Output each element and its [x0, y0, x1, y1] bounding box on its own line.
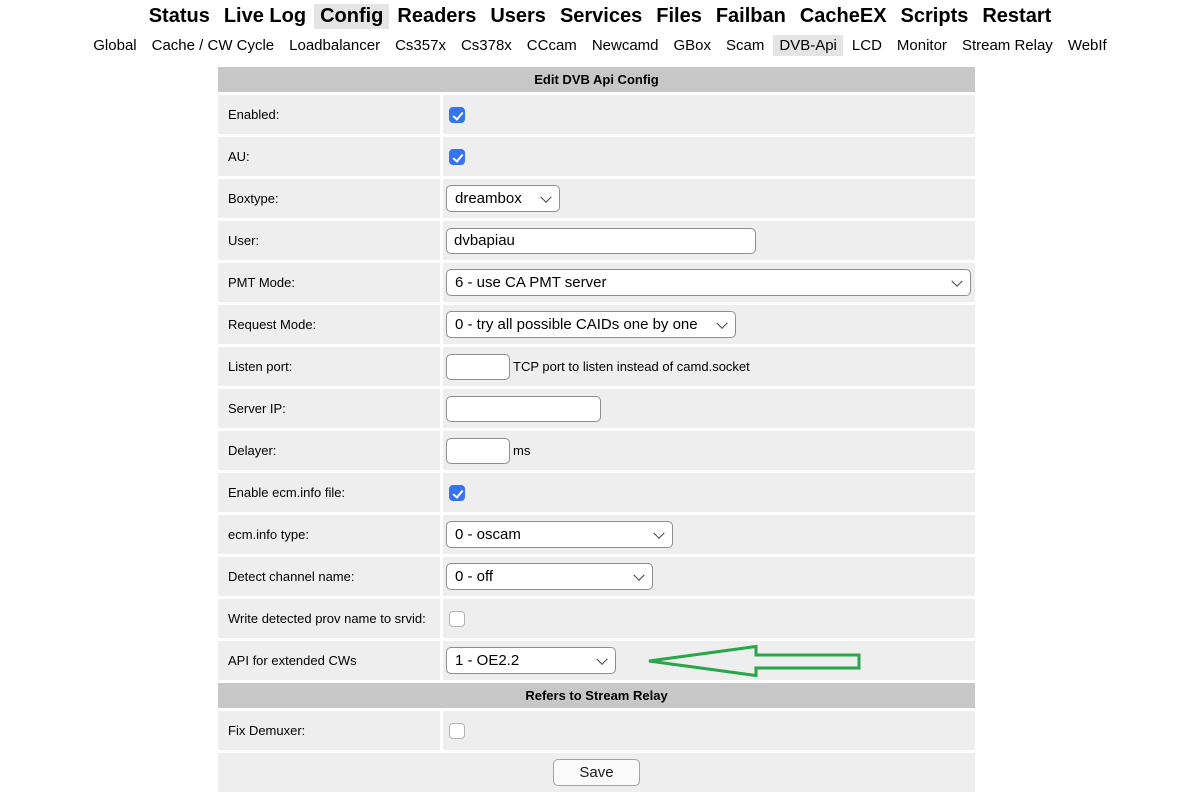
form-row	[218, 599, 975, 638]
nav-item-users[interactable]: Users	[490, 5, 546, 27]
field-cell	[443, 95, 975, 134]
field-label: Request Mode:	[218, 305, 440, 344]
field-label: Listen port:	[218, 347, 440, 386]
ecm-info-type-select[interactable]	[446, 521, 673, 548]
form-row	[218, 473, 975, 512]
subnav-item-loadbalancer[interactable]: Loadbalancer	[289, 37, 381, 54]
delayer-input[interactable]	[446, 438, 510, 464]
field-hint: ms	[513, 443, 531, 458]
field-label: Detect channel name:	[218, 557, 440, 596]
green-arrow-annotation	[645, 644, 865, 678]
field-label: Boxtype:	[218, 179, 440, 218]
field-cell	[443, 263, 975, 302]
form-row	[218, 711, 975, 750]
write-prov-name-checkbox[interactable]	[449, 611, 465, 627]
field-cell	[443, 179, 975, 218]
subnav-item-webif[interactable]: WebIf	[1067, 37, 1107, 54]
form-row	[218, 179, 975, 218]
form-row	[218, 641, 975, 680]
subnav-item-stream-relay[interactable]: Stream Relay	[961, 37, 1053, 54]
subnav-item-cache-cw-cycle[interactable]: Cache / CW Cycle	[151, 37, 275, 54]
subnav-item-monitor[interactable]: Monitor	[896, 37, 947, 54]
field-cell	[443, 137, 975, 176]
field-label: API for extended CWs	[218, 641, 440, 680]
field-label: ecm.info type:	[218, 515, 440, 554]
field-label: Enabled:	[218, 95, 440, 134]
subnav-item-cs378x[interactable]: Cs378x	[460, 37, 512, 54]
field-label: AU:	[218, 137, 440, 176]
form-title: Edit DVB Api Config	[218, 67, 975, 92]
ecm-info-file-checkbox[interactable]	[449, 485, 465, 501]
config-subnav	[0, 35, 1200, 56]
field-label: Delayer:	[218, 431, 440, 470]
field-label: Enable ecm.info file:	[218, 473, 440, 512]
subnav-item-scam[interactable]: Scam	[726, 37, 765, 54]
form-row	[218, 515, 975, 554]
detect-channel-name-select[interactable]	[446, 563, 653, 590]
field-cell	[443, 599, 975, 638]
subnav-item-newcamd[interactable]: Newcamd	[591, 37, 659, 54]
user-input[interactable]	[446, 228, 756, 254]
save-row	[218, 753, 975, 792]
api-extended-cws-select[interactable]	[446, 647, 616, 674]
field-cell	[443, 347, 975, 386]
field-cell	[443, 711, 975, 750]
pmt-mode-select[interactable]	[446, 269, 971, 296]
field-label: Fix Demuxer:	[218, 711, 440, 750]
subnav-item-gbox[interactable]: GBox	[673, 37, 712, 54]
server-ip-input[interactable]	[446, 396, 601, 422]
form-row	[218, 95, 975, 134]
save-button[interactable]: Save	[553, 759, 639, 786]
form-row	[218, 557, 975, 596]
field-cell	[443, 641, 975, 680]
form-row	[218, 221, 975, 260]
field-label: User:	[218, 221, 440, 260]
field-cell	[443, 221, 975, 260]
nav-item-services[interactable]: Services	[559, 5, 643, 27]
main-nav	[0, 0, 1200, 29]
au-checkbox[interactable]	[449, 149, 465, 165]
field-cell	[443, 389, 975, 428]
nav-item-cacheex[interactable]: CacheEX	[799, 5, 887, 27]
stream-relay-section-header: Refers to Stream Relay	[218, 683, 975, 708]
field-label: Write detected prov name to srvid:	[218, 599, 440, 638]
field-hint: TCP port to listen instead of camd.socket	[513, 359, 750, 374]
field-cell	[443, 557, 975, 596]
subnav-item-dvb-api[interactable]: DVB-Api	[773, 35, 843, 56]
subnav-item-lcd[interactable]: LCD	[851, 37, 882, 54]
nav-item-restart[interactable]: Restart	[982, 5, 1052, 27]
form-row	[218, 263, 975, 302]
nav-item-files[interactable]: Files	[656, 5, 702, 27]
nav-item-failban[interactable]: Failban	[715, 5, 786, 27]
nav-item-status[interactable]: Status	[148, 5, 210, 27]
nav-item-scripts[interactable]: Scripts	[900, 5, 969, 27]
request-mode-select[interactable]	[446, 311, 736, 338]
form-row	[218, 389, 975, 428]
form-row	[218, 431, 975, 470]
field-label: PMT Mode:	[218, 263, 440, 302]
subnav-item-global[interactable]: Global	[93, 37, 137, 54]
field-label: Server IP:	[218, 389, 440, 428]
enabled-checkbox[interactable]	[449, 107, 465, 123]
field-cell	[443, 473, 975, 512]
fix-demuxer-checkbox[interactable]	[449, 723, 465, 739]
nav-item-config[interactable]: Config	[314, 4, 389, 29]
field-cell	[443, 305, 975, 344]
boxtype-select[interactable]	[446, 185, 560, 212]
field-cell	[443, 431, 975, 470]
field-cell	[443, 515, 975, 554]
nav-item-live-log[interactable]: Live Log	[223, 5, 307, 27]
listen-port-input[interactable]	[446, 354, 510, 380]
dvb-api-config-form	[218, 67, 975, 792]
form-row	[218, 347, 975, 386]
nav-item-readers[interactable]: Readers	[397, 5, 477, 27]
subnav-item-cs357x[interactable]: Cs357x	[395, 37, 446, 54]
subnav-item-cccam[interactable]: CCcam	[526, 37, 577, 54]
form-row	[218, 137, 975, 176]
form-row	[218, 305, 975, 344]
